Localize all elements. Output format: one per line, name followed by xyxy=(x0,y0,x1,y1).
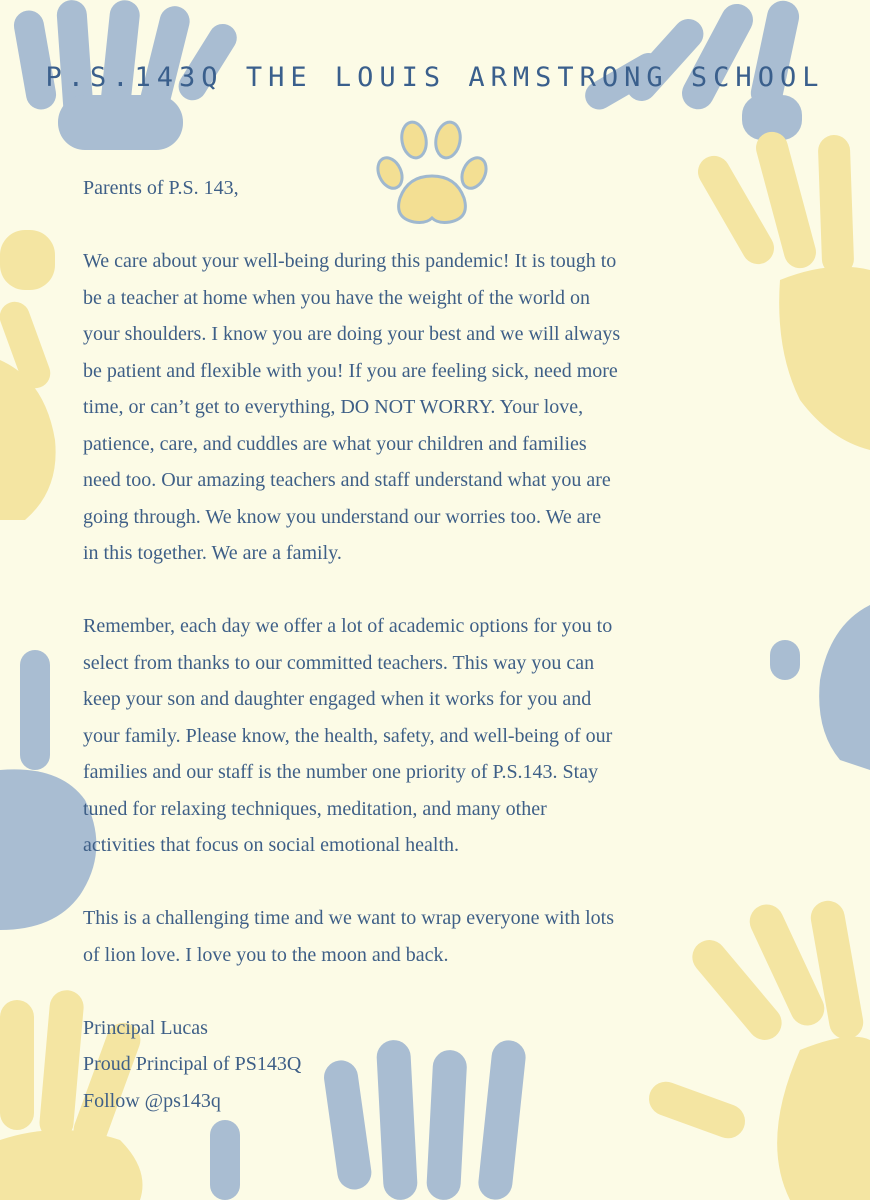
text-line: going through. We know you understand our worries too. We are xyxy=(83,505,602,528)
text-line: We care about your well-being during this pandemic! It is tough to xyxy=(83,250,617,272)
letter-body xyxy=(83,170,823,1119)
paragraph-wellbeing xyxy=(83,243,823,572)
text-line: keep your son and daughter engaged when it works for you and xyxy=(83,688,592,710)
signature-role: Proud Principal of PS143Q xyxy=(83,1053,302,1075)
paragraph-academics xyxy=(83,608,823,864)
text-line: patience, care, and cuddles are what your children and families xyxy=(83,432,587,455)
text-line: your shoulders. I know you are doing your best and we will always xyxy=(83,323,621,345)
handprint-left-middle xyxy=(0,650,96,930)
text-line: select from thanks to our committed teachers. This way you can xyxy=(83,651,595,674)
handprint-left-upper xyxy=(0,230,56,520)
text-line: families and our staff is the number one priority of P.S.143. Stay xyxy=(83,761,599,783)
text-line: your family. Please know, the health, safety, and well-being of our xyxy=(83,724,613,747)
text-line: be patient and flexible with you! If you are feeling sick, need more xyxy=(83,359,618,382)
text-line: activities that focus on social emotional health. xyxy=(83,834,460,856)
text-line: of lion love. I love you to the moon and back. xyxy=(83,943,449,966)
signature-name: Principal Lucas xyxy=(83,1016,208,1039)
text-line: tuned for relaxing techniques, meditation, and many other xyxy=(83,797,547,820)
greeting: Parents of P.S. 143, xyxy=(83,177,239,199)
school-title: P.S.143Q THE LOUIS ARMSTRONG SCHOOL xyxy=(45,62,825,93)
text-line: need too. Our amazing teachers and staff understand what you are xyxy=(83,469,611,491)
social-handle: Follow @ps143q xyxy=(83,1089,221,1112)
text-line: This is a challenging time and we want to wrap everyone with lots xyxy=(83,907,614,929)
text-line: time, or can’t get to everything, DO NOT WORRY. Your love, xyxy=(83,396,584,418)
text-line: in this together. We are a family. xyxy=(83,542,342,564)
paragraph-closing xyxy=(83,900,823,973)
text-line: Remember, each day we offer a lot of academic options for you to xyxy=(83,615,613,637)
signature-block xyxy=(83,1010,823,1120)
text-line: be a teacher at home when you have the weight of the world on xyxy=(83,286,591,309)
